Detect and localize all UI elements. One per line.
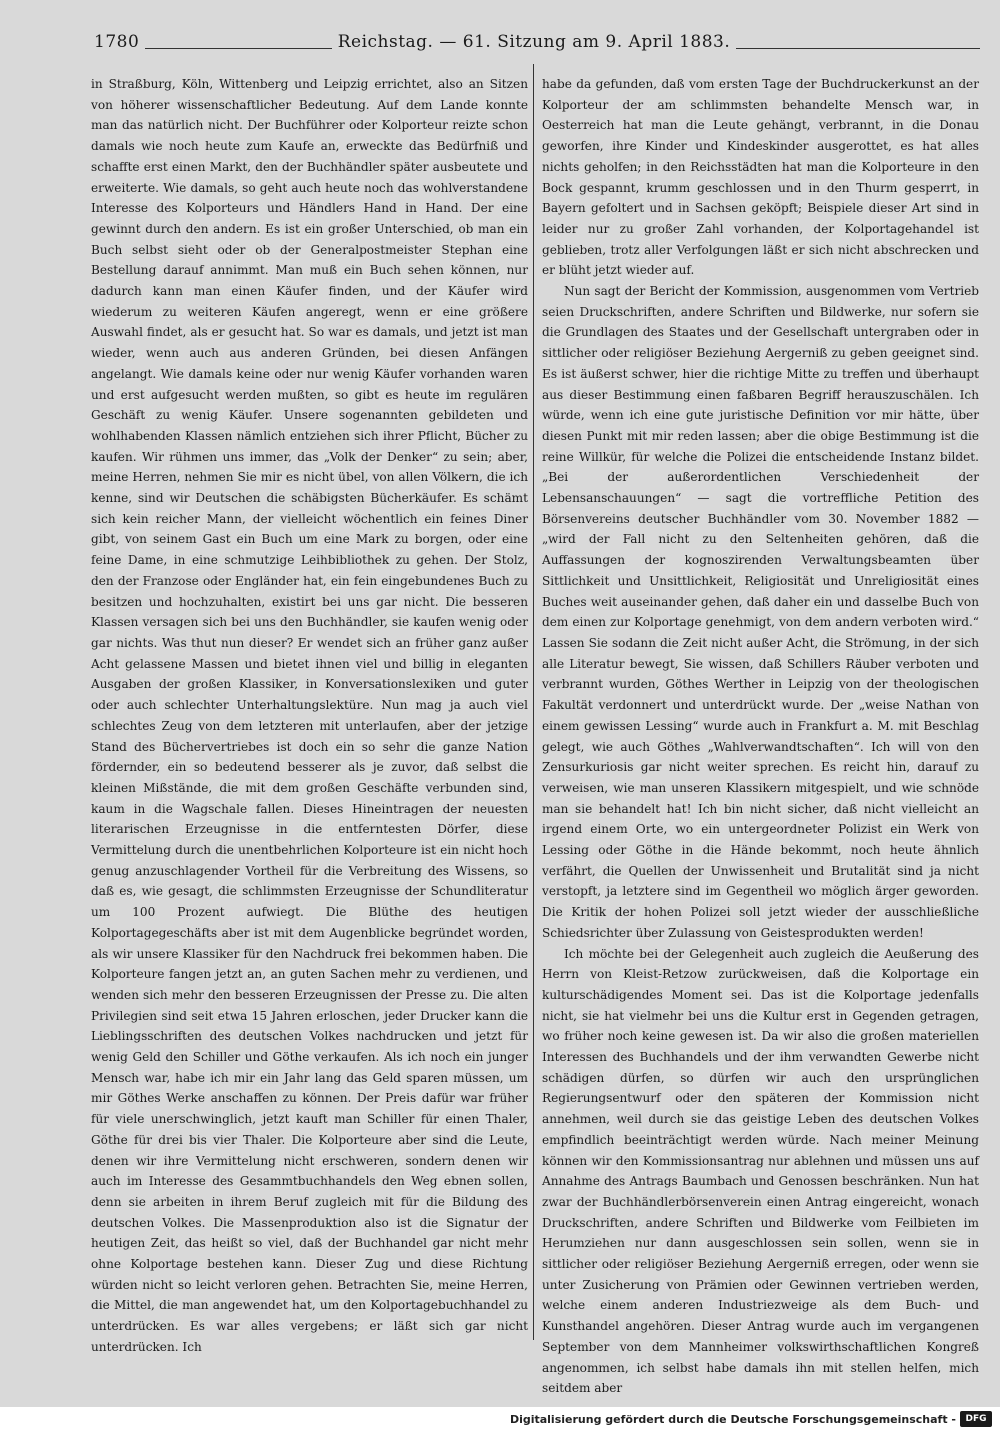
right-column <box>542 74 979 1396</box>
right-paragraph-2: Nun sagt der Bericht der Kommission, ausgenommen vom Vertrieb seien Druckschriften, andere Schriften und Bildwerke, nur sofern sie die Grundlagen des Staates und der Gesellschaft untergraben oder in sittlicher oder religiöser Beziehung Aergerniß zu geben geeignet sind. Es ist äußerst schwer, hier die richtige Mitte zu treffen und überhaupt aus dieser Bestimmung einen faßbaren Begriff herauszuschälen. Ich würde, wenn ich eine gute juristische Definition vor mir hätte, über diesen Punkt mit mir reden lassen; aber die obige Bestimmung ist die reine Willkür, für welche die Polizei die entscheidende Instanz bildet. „Bei der außerordentlichen Verschiedenheit der Lebensanschauungen“ — sagt die vortreffliche Petition des Börsenvereins deutscher Buchhändler vom 30. November 1882 — „wird der Fall nicht zu den Seltenheiten gehören, daß die Auffassungen der kognoszirenden Verwaltungsbeamten über Sittlichkeit und Unsittlichkeit, Religiosität und Unreligiosität eines Buches weit auseinander gehen, daß daher ein und dasselbe Buch von dem einen zur Kolportage genehmigt, von dem andern verboten wird.“ Lassen Sie sodann die Zeit nicht außer Acht, die Strömung, in der sich alle Literatur bewegt, Sie wissen, daß Schillers Räuber verboten und verbrannt wurden, Göthes Werther in Leipzig von der theologischen Fakultät verdonnert und unterdrückt wurde. Der „weise Nathan von einem gewissen Lessing“ wurde auch in Frankfurt a. M. mit Beschlag gelegt, wie auch Göthes „Wahlverwandtschaften“. Ich will von den Zensurkuriosis gar nicht weiter sprechen. Es reicht hin, darauf zu verweisen, wie man unseren Klassikern mitgespielt, und wie schnöde man sie behandelt hat! Ich bin nicht sicher, daß nicht vielleicht an irgend einem Orte, wo ein untergeordneter Polizist ein Werk von Lessing oder Göthe in die Hände bekommt, noch heute ähnlich verfährt, die Quellen der Unwissenheit und Brutalität sind ja nicht verstopft, ja letztere sind im Gegentheil wo möglich ärger geworden. Die Kritik der hohen Polizei soll jetzt wieder der ausschließliche Schiedsrichter über Zulassung von Geistesprodukten werden! <box>542 284 979 940</box>
left-column <box>91 74 528 1354</box>
page-number: 1780 <box>88 32 145 52</box>
dfg-logo: DFG <box>960 1411 992 1427</box>
left-paragraph-1: in Straßburg, Köln, Wittenberg und Leipzig errichtet, also an Sitzen von höherer wissenschaftlicher Bedeutung. Auf dem Lande konnte man das natürlich nicht. Der Buchführer oder Kolporteur reizte schon damals wie noch heute zum Kaufe an, erweckte das Bedürfniß und schaffte erst einen Markt, den der Buchhändler später ausbeutete und erweiterte. Wie damals, so geht auch heute noch das wohlverstandene Interesse des Kolporteurs und Händlers Hand in Hand. Der eine gewinnt durch den andern. Es ist ein großer Unterschied, ob man ein Buch selbst sieht oder ob der Generalpostmeister Stephan eine Bestellung darauf annimmt. Man muß ein Buch sehen können, nur dadurch kann man einen Käufer finden, und der Käufer wird wiederum zu weiteren Käufen angeregt, wenn er eine größere Auswahl findet, als er gesucht hat. So war es damals, und jetzt ist man wieder, wenn auch aus anderen Gründen, bei diesen Anfängen angelangt. Wie damals keine oder nur wenig Käufer vorhanden waren und erst aufgesucht werden mußten, so gibt es heute im regulären Geschäft zu wenig Käufer. Unsere sogenannten gebildeten und wohlhabenden Klassen nämlich entziehen sich ihrer Pflicht, Bücher zu kaufen. Wir rühmen uns immer, das „Volk der Denker“ zu sein; aber, meine Herren, nehmen Sie mir es nicht übel, von allen Völkern, die ich kenne, sind wir Deutschen die schäbigsten Bücherkäufer. Es schämt sich kein reicher Mann, der vielleicht wöchentlich ein feines Diner gibt, von seinem Gast ein Buch um eine Mark zu borgen, oder eine feine Dame, in eine schmutzige Leihbibliothek zu gehen. Der Stolz, den der Franzose oder Engländer hat, ein fein eingebundenes Buch zu besitzen und hochzuhalten, existirt bei uns gar nicht. Die besseren Klassen versagen sich bei uns den Buchhändler, sie kaufen wenig oder gar nichts. Was thut nun dieser? Er wendet sich an früher ganz außer Acht gelassene Massen und bietet ihnen viel und billig in eleganten Ausgaben der großen Klassiker, in Konversationslexiken und guter oder auch schlechter Unterhaltungslektüre. Nun mag ja auch viel schlechtes Zeug von dem letzteren mit unterlaufen, aber der jetzige Stand des Büchervertriebes ist doch ein so sehr die ganze Nation fördernder, ein so bedeutend besserer als je zuvor, daß selbst die kleinen Mißstände, die mit dem großen Geschäfte verbunden sind, kaum in die Wagschale fallen. Dieses Hineintragen der neuesten literarischen Erzeugnisse in die entferntesten Dörfer, diese Vermittelung durch die unentbehrlichen Kolporteure ist ein nicht hoch genug anzuschlagender Vortheil für die Verbreitung des Wissens, so daß es, wie gesagt, die schlimmsten Erzeugnisse der Schundliteratur um 100 Prozent aufwiegt. Die Blüthe des heutigen Kolportagegeschäfts aber ist mit dem Augenblicke begründet worden, als wir unsere Klassiker für den Nachdruck frei bekommen haben. Die Kolporteure fangen jetzt an, an guten Sachen mehr zu verdienen, und wenden sich mehr den besseren Erzeugnissen der Presse zu. Die alten Privilegien sind seit etwa 15 Jahren erloschen, jeder Drucker kann die Lieblingsschriften des deutschen Volkes nachdrucken und jetzt für wenig Geld den Schiller und Göthe verkaufen. Als ich noch ein junger Mensch war, habe ich mir ein Jahr lang das Geld sparen müssen, um mir Göthes Werke anschaffen zu können. Der Preis dafür war früher für viele unerschwinglich, jetzt kauft man Schiller für einen Thaler, Göthe für drei bis vier Thaler. Die Kolporteure aber sind die Leute, denen wir ihre Vermittelung nicht erschweren, sondern denen wir auch im Interesse des Gesammtbuchhandels den Weg ebnen sollen, denn sie arbeiten in ihrem Beruf zugleich mit für die Bildung des deutschen Volkes. Die Massenproduktion also ist die Signatur der heutigen Zeit, das heißt so viel, daß der Buchhandel gar nicht mehr ohne Kolportage bestehen kann. Dieser Zug und diese Richtung würden nicht so leicht verloren gehen. Betrachten Sie, meine Herren, die Mittel, die man angewendet hat, um den Kolportagebuchhandel zu unterdrücken. Es war alles vergebens; er läßt sich gar nicht unterdrücken. Ich <box>91 77 528 1354</box>
right-paragraph-3: Ich möchte bei der Gelegenheit auch zugleich die Aeußerung des Herrn von Kleist-Retzow zurückweisen, daß die Kolportage ein kulturschädigendes Moment sei. Das ist die Kolportage jedenfalls nicht, sie hat vielmehr bei uns die Kultur erst in Gegenden getragen, wo früher noch keine gewesen ist. Da wir also die großen materiellen Interessen des Buchhandels und der ihm verwandten Gewerbe nicht schädigen dürfen, so dürfen wir auch den ursprünglichen Regierungsentwurf oder den späteren der Kommission nicht annehmen, weil durch sie das geistige Leben des deutschen Volkes empfindlich beeinträchtigt werden würde. Nach meiner Meinung können wir den Kommissionsantrag nur ablehnen und müssen uns auf Annahme des Antrags Baumbach und Genossen beschränken. Nun hat zwar der Buchhändlerbörsenverein einen Antrag eingereicht, wonach Druckschriften, andere Schriften und Bildwerke vom Feilbieten im Herumziehen nur dann ausgeschlossen sein sollen, wenn sie in sittlicher oder religiöser Beziehung Aergerniß erregen, oder wenn sie unter Zusicherung von Prämien oder Gewinnen vertrieben werden, welche einem anderen Industriezweige als dem Buch- und Kunsthandel angehören. Dieser Antrag wurde auch im vergangenen September von dem Mannheimer volkswirthschaftlichen Kongreß angenommen, ich selbst habe damals ihn mit stellen helfen, mich seitdem aber <box>542 946 979 1396</box>
column-divider <box>533 64 534 1340</box>
header-title: Reichstag. — 61. Sitzung am 9. April 1883. <box>88 32 980 52</box>
page-header <box>88 28 980 58</box>
right-paragraph-1: habe da gefunden, daß vom ersten Tage der Buchdruckerkunst an der Kolporteur der am schlimmsten behandelte Mensch war, in Oesterreich hat man die Leute gehängt, verbrannt, in die Donau geworfen, ihre Kinder und Kindeskinder ausgerottet, es hat alles nichts geholfen; in den Reichsstädten hat man die Kolporteure in den Bock gespannt, krumm geschlossen und in den Thurm gesperrt, in Bayern gefoltert und in Sachsen geköpft; Beispiele dieser Art sind in leider nur zu großer Zahl vorhanden, der Kolportagehandel ist geblieben, trotz aller Verfolgungen läßt er sich nicht abschrecken und er blüht jetzt wieder auf. <box>542 77 979 278</box>
digitization-footer <box>0 1407 1000 1432</box>
funding-credit: Digitalisierung gefördert durch die Deutsche Forschungsgemeinschaft - <box>509 1413 956 1426</box>
